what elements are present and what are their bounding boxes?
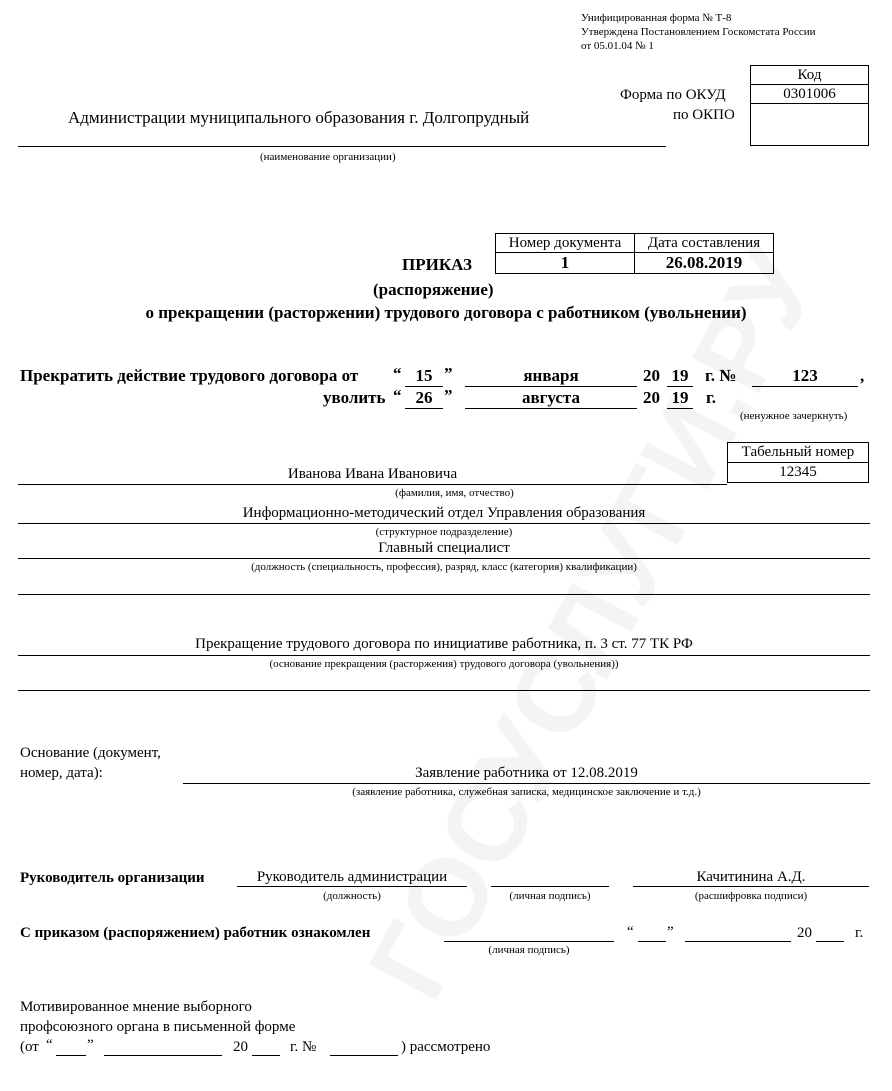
- quote-open-2: “: [393, 386, 402, 405]
- contract-month: января: [523, 366, 579, 385]
- dismiss-day: 26: [415, 388, 433, 407]
- form-line-2: Утверждена Постановлением Госкомстата России: [581, 26, 816, 38]
- union-number-line: [330, 1055, 398, 1056]
- department-caption: (структурное подразделение): [375, 526, 513, 538]
- union-from-prefix: (от: [20, 1039, 39, 1055]
- union-month-line: [104, 1055, 222, 1056]
- union-year-prefix: 20: [233, 1039, 248, 1055]
- doc-date: 26.08.2019: [635, 253, 774, 274]
- union-quote-close: ”: [87, 1037, 94, 1053]
- head-signature-caption: (личная подпись): [509, 890, 591, 902]
- strike-note: (ненужное зачеркнуть): [740, 410, 848, 422]
- dismiss-year-prefix: 20: [643, 388, 660, 407]
- okud-label: Форма по ОКУД: [620, 87, 726, 103]
- contract-label: Прекратить действие трудового договора от: [20, 366, 359, 385]
- department-line: [18, 523, 870, 524]
- union-quote-open: “: [46, 1037, 53, 1053]
- contract-day-line: [405, 386, 443, 387]
- order-title: ПРИКАЗ: [402, 255, 472, 274]
- quote-open-1: “: [393, 364, 402, 383]
- okpo-label: по ОКПО: [673, 107, 735, 123]
- acq-day-line: [638, 941, 666, 942]
- position-extra-line: [18, 594, 870, 595]
- union-day-line: [56, 1055, 86, 1056]
- termination-extra-line: [18, 690, 870, 691]
- acq-year-prefix: 20: [797, 925, 812, 941]
- employee-name: Иванова Ивана Ивановича: [287, 466, 458, 482]
- union-line-1: Мотивированное мнение выборного: [20, 999, 252, 1015]
- basis-label-2: номер, дата):: [20, 765, 103, 781]
- contract-year-suffix: г. №: [705, 366, 737, 385]
- organization-name: Администрации муниципального образования г. Долгопрудный: [68, 108, 530, 127]
- basis-value: Заявление работника от 12.08.2019: [415, 765, 638, 781]
- head-name: Качитинина А.Д.: [696, 869, 806, 885]
- okud-code: 0301006: [751, 85, 869, 104]
- doc-number: 1: [496, 253, 635, 274]
- contract-day: 15: [415, 366, 433, 385]
- termination-basis: Прекращение трудового договора по инициативе работника, п. 3 ст. 77 ТК РФ: [195, 636, 693, 652]
- employee-department: Информационно-методический отдел Управления образования: [242, 505, 646, 521]
- tab-number-table: [727, 442, 869, 483]
- code-header: Код: [751, 66, 869, 85]
- tab-number-label: Табельный номер: [728, 443, 869, 463]
- contract-number-line: [752, 386, 858, 387]
- acq-quote-open: “: [627, 924, 634, 940]
- organization-caption: (наименование организации): [260, 151, 396, 163]
- head-position-line: [237, 886, 467, 887]
- union-suffix: ) рассмотрено: [401, 1039, 491, 1055]
- form-line-1: Унифицированная форма № Т-8: [581, 12, 732, 24]
- basis-caption: (заявление работника, служебная записка, медицинское заключение и т.д.): [352, 786, 701, 798]
- acq-quote-close: ”: [667, 924, 674, 940]
- okpo-code: [751, 104, 869, 146]
- acq-signature-line: [444, 941, 614, 942]
- order-description: о прекращении (расторжении) трудового договора с работником (увольнении): [145, 303, 747, 322]
- position-caption: (должность (специальность, профессия), разряд, класс (категория) квалификации): [251, 561, 637, 573]
- order-subtitle: (распоряжение): [373, 280, 494, 299]
- acq-year-line: [816, 941, 844, 942]
- doc-number-table: [495, 233, 774, 274]
- union-line-2: профсоюзного органа в письменной форме: [20, 1019, 296, 1035]
- basis-line: [183, 783, 870, 784]
- doc-date-label: Дата составления: [635, 234, 774, 253]
- head-name-line: [633, 886, 869, 887]
- employee-position: Главный специалист: [378, 540, 510, 556]
- acquainted-label: С приказом (распоряжением) работник ознакомлен: [20, 925, 371, 941]
- code-table: [750, 65, 869, 146]
- acq-year-suffix: г.: [855, 925, 864, 941]
- basis-label-1: Основание (документ,: [20, 745, 161, 761]
- head-label: Руководитель организации: [20, 870, 205, 886]
- dismiss-day-line: [405, 408, 443, 409]
- quote-close-2: ”: [444, 386, 453, 405]
- position-line: [18, 558, 870, 559]
- head-position-caption: (должность): [323, 890, 381, 902]
- employee-name-line: [18, 484, 727, 485]
- acq-month-line: [685, 941, 791, 942]
- dismiss-year-line: [667, 408, 693, 409]
- contract-year: 19: [671, 366, 689, 385]
- contract-number: 123: [792, 366, 818, 385]
- head-position: Руководитель администрации: [256, 869, 448, 885]
- quote-close-1: ”: [444, 364, 453, 383]
- contract-comma: ,: [860, 366, 865, 385]
- head-signature-line: [491, 886, 609, 887]
- termination-caption: (основание прекращения (расторжения) трудового договора (увольнения)): [269, 658, 619, 670]
- organization-line: [18, 146, 666, 147]
- contract-year-line: [667, 386, 693, 387]
- tab-number: 12345: [728, 463, 869, 483]
- dismiss-year: 19: [671, 388, 689, 407]
- union-year-line: [252, 1055, 280, 1056]
- union-number-prefix: г. №: [290, 1039, 317, 1055]
- dismiss-label: уволить: [323, 388, 386, 407]
- contract-year-prefix: 20: [643, 366, 660, 385]
- employee-name-caption: (фамилия, имя, отчество): [395, 487, 514, 499]
- acq-signature-caption: (личная подпись): [488, 944, 570, 956]
- dismiss-suffix: г.: [706, 388, 717, 407]
- contract-month-line: [465, 386, 637, 387]
- form-line-3: от 05.01.04 № 1: [581, 40, 654, 52]
- dismiss-month-line: [465, 408, 637, 409]
- head-name-caption: (расшифровка подписи): [694, 890, 808, 902]
- termination-basis-line: [18, 655, 870, 656]
- doc-number-label: Номер документа: [496, 234, 635, 253]
- dismiss-month: августа: [522, 388, 580, 407]
